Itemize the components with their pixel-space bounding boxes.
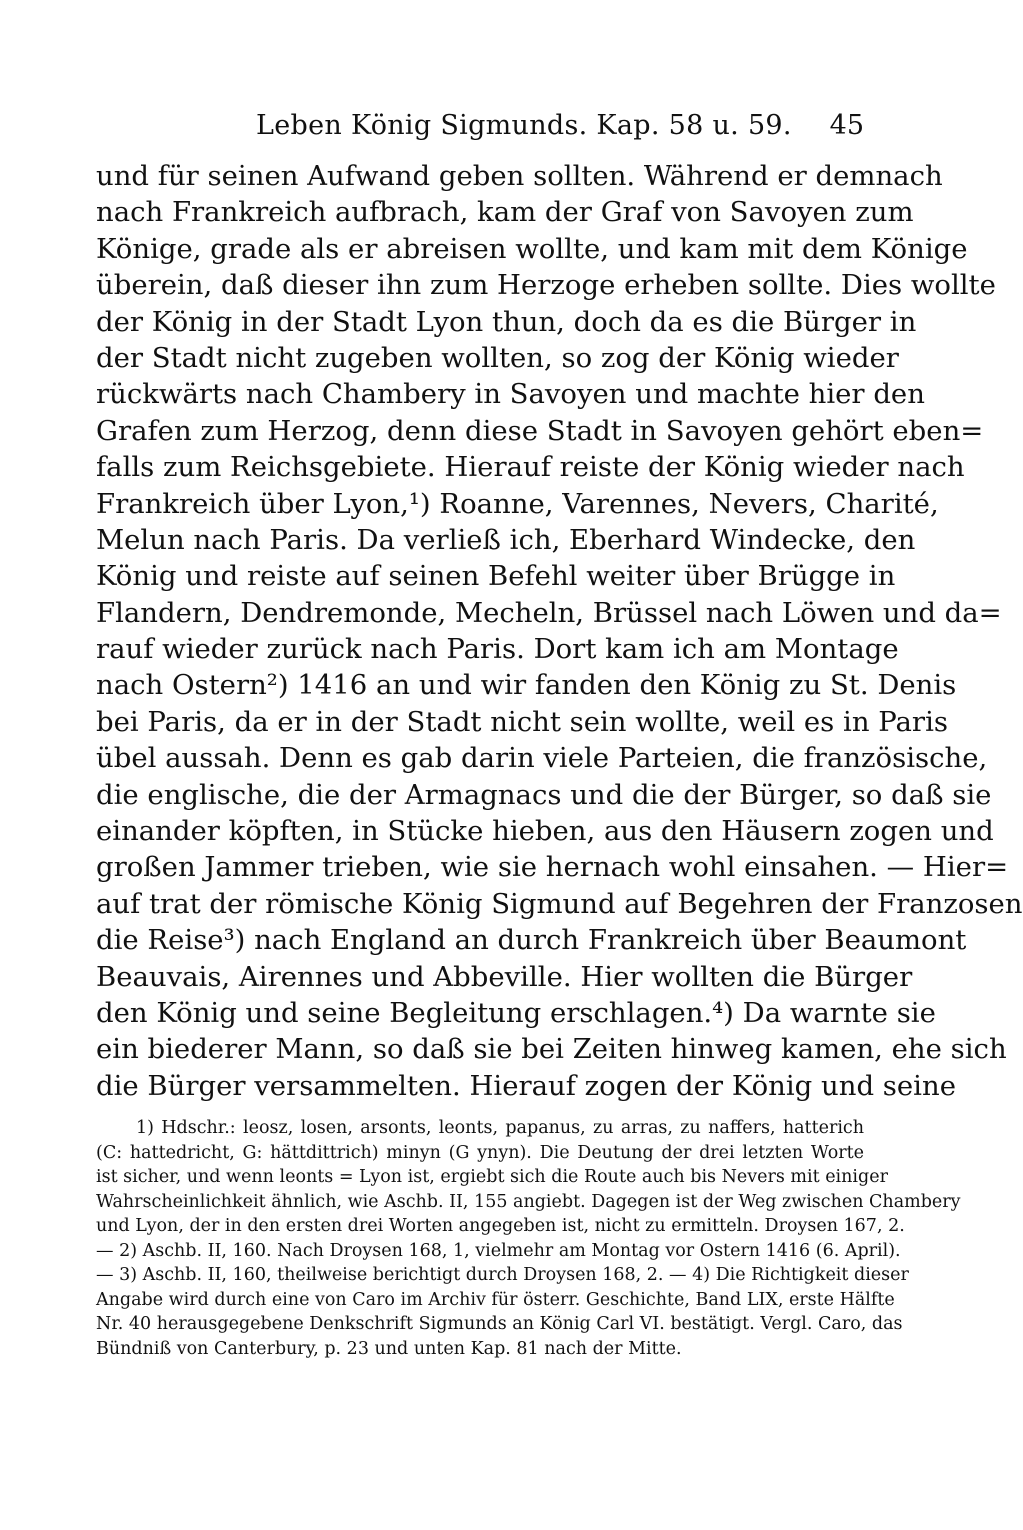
text-line: ein biederer Mann, so daß sie bei Zeiten hinweg kamen, ehe sich [96, 1033, 1007, 1066]
text-line: Könige, grade als er abreisen wollte, und kam mit dem Könige [96, 232, 968, 265]
text-line: einander köpften, in Stücke hieben, aus den Häusern zogen und [96, 815, 994, 848]
footnote-line: Wahrscheinlichkeit ähnlich, wie Aschb. II, 155 angiebt. Dagegen ist der Weg zwischen Chambery [96, 1191, 961, 1212]
text-line: der König in der Stadt Lyon thun, doch da es die Bürger in [96, 305, 917, 338]
text-line: nach Ostern²) 1416 an und wir fanden den König zu St. Denis [96, 669, 957, 702]
text-line: König und reiste auf seinen Befehl weiter über Brügge in [96, 560, 896, 593]
text-line: übel aussah. Denn es gab darin viele Parteien, die französische, [96, 742, 988, 775]
text-line: Flandern, Dendremonde, Mecheln, Brüssel nach Löwen und da= [96, 596, 1002, 629]
text-line: Grafen zum Herzog, denn diese Stadt in Savoyen gehört eben= [96, 414, 984, 447]
footnote-line: ist sicher, und wenn leonts = Lyon ist, ergiebt sich die Route auch bis Nevers mit einiger [96, 1167, 888, 1188]
footnote-line: — 2) Aschb. II, 160. Nach Droysen 168, 1, vielmehr am Montag vor Ostern 1416 (6. April). [96, 1240, 901, 1261]
text-line: falls zum Reichsgebiete. Hierauf reiste der König wieder nach [96, 451, 965, 484]
text-line: nach Frankreich aufbrach, kam der Graf von Savoyen zum [96, 196, 914, 229]
text-line: bei Paris, da er in der Stadt nicht sein wollte, weil es in Paris [96, 705, 948, 738]
text-line: großen Jammer trieben, wie sie hernach wohl einsahen. — Hier= [96, 851, 1009, 884]
text-line: Beauvais, Airennes und Abbeville. Hier wollten die Bürger [96, 960, 913, 993]
text-line: und für seinen Aufwand geben sollten. Während er demnach [96, 160, 943, 192]
main-text [96, 158, 1023, 1104]
text-line: die Bürger versammelten. Hierauf zogen der König und seine [96, 1069, 956, 1102]
text-line: auf trat der römische König Sigmund auf Begehren der Franzosen [96, 887, 1023, 920]
book-page [96, 110, 1023, 1490]
text-line: rückwärts nach Chambery in Savoyen und machte hier den [96, 378, 925, 411]
footnote-line: Angabe wird durch eine von Caro im Archiv für österr. Geschichte, Band LIX, erste Hälfte [96, 1289, 895, 1310]
running-title: Leben König Sigmunds. Kap. 58 u. 59. [256, 110, 792, 141]
page-number: 45 [829, 110, 864, 141]
text-line: den König und seine Begleitung erschlagen.⁴) Da warnte sie [96, 996, 936, 1029]
footnote-line: 1) Hdschr.: leosz, losen, arsonts, leonts, papanus, zu arras, zu naffers, hatterich [136, 1118, 864, 1139]
text-line: die Reise³) nach England an durch Frankreich über Beaumont [96, 924, 967, 957]
footnote-line: — 3) Aschb. II, 160, theilweise berichtigt durch Droysen 168, 2. — 4) Die Richtigkeit dieser [96, 1265, 909, 1286]
footnote-line: (C: hattedricht, G: hättdittrich) minyn (G ynyn). Die Deutung der drei letzten Worte [96, 1142, 864, 1163]
footnote-line: Bündniß von Canterbury, p. 23 und unten Kap. 81 nach der Mitte. [96, 1338, 682, 1359]
text-line: die englische, die der Armagnacs und die der Bürger, so daß sie [96, 778, 992, 811]
text-line: rauf wieder zurück nach Paris. Dort kam ich am Montage [96, 633, 899, 666]
footnote-line: und Lyon, der in den ersten drei Worten angegeben ist, nicht zu ermitteln. Droysen 167, 2. [96, 1216, 905, 1237]
text-line: Melun nach Paris. Da verließ ich, Eberhard Windecke, den [96, 523, 916, 556]
text-line: Frankreich über Lyon,¹) Roanne, Varennes, Nevers, Charité, [96, 487, 939, 520]
text-line: der Stadt nicht zugeben wollten, so zog der König wieder [96, 341, 899, 374]
footnotes [96, 1116, 961, 1361]
running-header [96, 110, 864, 154]
footnote-line: Nr. 40 herausgegebene Denkschrift Sigmunds an König Carl VI. bestätigt. Vergl. Caro, das [96, 1314, 903, 1335]
text-line: überein, daß dieser ihn zum Herzoge erheben sollte. Dies wollte [96, 269, 996, 302]
